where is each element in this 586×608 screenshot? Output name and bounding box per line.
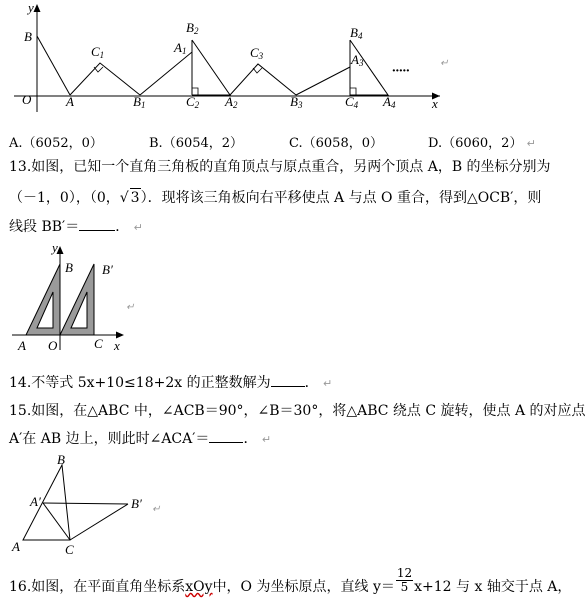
q14-text: 14.不等式 5x+10≤18+2x 的正整数解为 ． ↵ xyxy=(9,375,333,391)
svg-text:B′: B′ xyxy=(102,262,113,277)
svg-text:↵: ↵ xyxy=(126,302,135,313)
y-axis-label: y xyxy=(28,0,34,15)
svg-text:A′: A′ xyxy=(30,494,41,509)
xoy-term: xOy xyxy=(185,579,213,595)
answer-blank xyxy=(209,442,243,443)
svg-text:x: x xyxy=(114,338,120,353)
point-B1-label: B1 xyxy=(133,94,146,110)
figure-q12 xyxy=(0,0,586,125)
sqrt-3: 3 xyxy=(130,190,140,206)
fraction-12-5: $\frac{12}{5}$ xyxy=(396,565,413,594)
q13-line2: （－1，0），（0，√ 3）．现将该三角板向右平移使点 A 与点 O 重合，得到△OCB′，则 xyxy=(9,190,542,206)
svg-text:C: C xyxy=(94,336,103,351)
point-C1-label: C1 xyxy=(91,44,105,60)
choice-c: C.（6058，0） xyxy=(289,136,383,151)
svg-text:C: C xyxy=(65,542,74,557)
point-B4-label: B4 xyxy=(350,25,363,41)
q15-line2: A′在 AB 边上，则此时∠ACA′＝ ． ↵ xyxy=(9,431,272,447)
svg-text:A: A xyxy=(12,539,20,554)
return-mark: ↵ xyxy=(440,58,449,69)
choice-b: B.（6054，2） xyxy=(149,136,244,151)
point-B3-label: B3 xyxy=(290,94,303,110)
point-C2-label: C2 xyxy=(186,94,200,110)
q15-line1: 15.如图，在△ABC 中，∠ACB＝90°，∠B＝30°，将△ABC 绕点 C 旋转，使点 A 的对应点 xyxy=(9,403,586,419)
point-A4-label: A4 xyxy=(383,94,396,110)
choice-a: A.（6052，0） xyxy=(9,136,103,151)
choice-d: D.（6060，2） ↵ xyxy=(428,136,536,151)
continuation-dots: ····· xyxy=(392,64,410,79)
point-C4-label: C4 xyxy=(345,94,359,110)
svg-text:B: B xyxy=(57,452,65,467)
svg-text:y: y xyxy=(52,240,58,255)
svg-text:O: O xyxy=(48,338,58,353)
svg-text:B′: B′ xyxy=(131,496,142,511)
point-A-label: A xyxy=(66,94,74,109)
point-B-label: B xyxy=(24,29,32,44)
svg-text:A: A xyxy=(18,338,26,353)
q16-text: 16.如图，在平面直角坐标系xOy中，O 为坐标原点，直线 y＝ $\frac{12}{5}$ x+12 与 x 轴交于点 A， xyxy=(9,565,572,595)
svg-text:↵: ↵ xyxy=(152,504,161,515)
point-A2-label: A2 xyxy=(225,94,238,110)
point-A3-label: A3 xyxy=(351,52,364,68)
figure-q13 xyxy=(0,240,200,360)
q13-line1: 13.如图，已知一个直角三角板的直角顶点与原点重合，另两个顶点 A，B 的坐标分别为 xyxy=(9,159,551,175)
q13-line3: 线段 BB′＝ ． ↵ xyxy=(9,219,143,235)
svg-text:B: B xyxy=(65,260,73,275)
origin-label: O xyxy=(22,92,32,107)
point-A1-label: A1 xyxy=(174,40,187,56)
answer-blank xyxy=(79,230,115,231)
x-axis-label: x xyxy=(432,96,438,111)
answer-blank xyxy=(271,386,305,387)
point-B2-label: B2 xyxy=(186,20,199,36)
point-C3-label: C3 xyxy=(250,45,264,61)
figure-q15 xyxy=(0,450,180,560)
